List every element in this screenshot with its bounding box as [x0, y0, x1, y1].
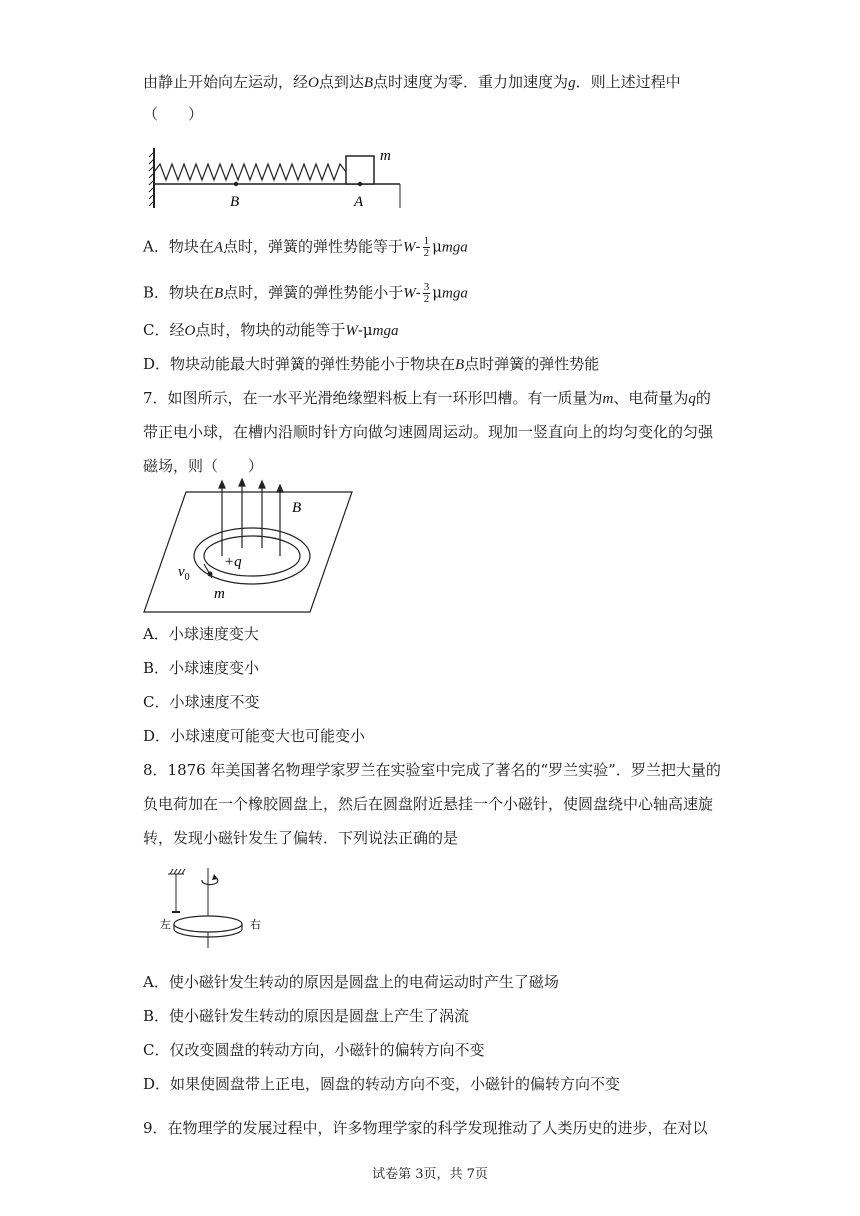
fraction — [423, 282, 431, 305]
q7-option-d[interactable]: D．小球速度可能变大也可能变小 — [143, 727, 366, 745]
minus: - — [415, 283, 421, 302]
option-text: 点时，弹簧的弹性势能小于 — [223, 283, 404, 302]
var: mga — [372, 323, 399, 339]
q6-text: ．则上述过程中 — [575, 73, 681, 91]
q8-stem-line2: 负电荷加在一个橡胶圆盘上，然后在圆盘附近悬挂一个小磁针，使圆盘绕中心轴高速旋 — [143, 795, 714, 813]
q6-var-o: O — [308, 75, 319, 91]
q8-label-right: 右 — [250, 919, 261, 931]
q6-text: 点时速度为零．重力加速度为 — [373, 73, 569, 91]
q7-stem-line2: 带正电小球，在槽内沿顺时针方向做匀速圆周运动。现加一竖直向上的均匀变化的匀强 — [143, 423, 714, 441]
q7-label-q: +q — [224, 554, 242, 570]
option-text: D．物块动能最大时弹簧的弹性势能小于物块在 — [143, 355, 456, 373]
q8-stem-line1: 8．1876 年美国著名物理学家罗兰在实验室中完成了著名的“罗兰实验”．罗兰把大量的 — [143, 761, 721, 779]
q8-option-c[interactable]: C．仅改变圆盘的转动方向，小磁针的偏转方向不变 — [143, 1041, 485, 1059]
option-text: -μ — [357, 321, 373, 339]
mu: μ — [432, 237, 442, 256]
q6-answer-paren: （ ） — [143, 105, 204, 123]
q6-var-b: B — [363, 75, 374, 91]
option-text: C．经 — [143, 321, 185, 339]
numerator: 1 — [423, 235, 430, 247]
fraction — [423, 236, 431, 259]
var: O — [184, 323, 196, 339]
q6-option-b[interactable] — [143, 282, 468, 305]
option-text: 点时弹簧的弹性势能 — [464, 355, 600, 373]
denominator: 2 — [423, 293, 430, 305]
q6-option-d[interactable] — [143, 354, 599, 375]
q7-stem-line1 — [143, 388, 711, 409]
q7-stem-line3: 磁场，则（ ） — [143, 457, 264, 475]
q8-option-d[interactable]: D．如果使圆盘带上正电，圆盘的转动方向不变，小磁针的偏转方向不变 — [143, 1075, 621, 1093]
q7-label-m: m — [214, 586, 225, 602]
q6-option-c[interactable] — [143, 320, 399, 341]
page-footer: 试卷第 3页，共 7页 — [372, 1167, 488, 1182]
denominator: 2 — [423, 247, 430, 259]
mu: μ — [432, 283, 443, 302]
var: mga — [442, 285, 468, 302]
q7-option-a[interactable]: A．小球速度变大 — [143, 625, 259, 643]
q6-var-g: g — [568, 75, 576, 91]
q8-label-left: 左 — [160, 919, 171, 931]
q6-label-m: m — [380, 148, 391, 164]
numerator: 3 — [423, 281, 430, 293]
var: B — [214, 285, 224, 302]
q7-text: 7．如图所示，在一水平光滑绝缘塑料板上有一环形凹槽。有一质量为 — [143, 389, 603, 407]
option-text: B．物块在 — [143, 283, 215, 302]
q7-option-b[interactable]: B．小球速度变小 — [143, 659, 260, 677]
q6-label-b: B — [230, 194, 240, 210]
var: B — [455, 357, 465, 373]
q9-stem-line1: 9．在物理学的发展过程中，许多物理学家的科学发现推动了人类历史的进步，在对以 — [143, 1119, 708, 1137]
q7-ring-figure — [142, 478, 354, 614]
q7-text: 、电荷量为 — [613, 389, 689, 407]
v-sub: 0 — [184, 572, 190, 583]
option-text: 点时，物块的动能等于 — [195, 321, 346, 339]
var: W — [403, 285, 416, 302]
option-text: A．物块在 — [143, 237, 214, 256]
q8-stem-line3: 转，发现小磁针发生了偏转．下列说法正确的是 — [143, 829, 459, 847]
q6-stem-line — [143, 72, 681, 93]
option-text: 点时，弹簧的弹性势能等于 — [223, 237, 404, 256]
v: v — [178, 564, 185, 580]
var: mga — [441, 239, 468, 256]
q8-option-b[interactable]: B．使小磁针发生转动的原因是圆盘上产生了涡流 — [143, 1007, 470, 1025]
var-q: q — [688, 391, 696, 407]
var: W — [403, 239, 416, 256]
q6-spring-figure — [148, 142, 410, 214]
q7-text: 的 — [695, 389, 711, 407]
q7-option-c[interactable]: C．小球速度不变 — [143, 693, 260, 711]
var: A — [213, 239, 224, 256]
q7-label-b: B — [292, 500, 302, 516]
minus: - — [415, 237, 421, 256]
var-m: m — [602, 391, 614, 407]
q8-disk-figure — [158, 866, 274, 956]
q6-option-a[interactable] — [143, 236, 468, 259]
q6-text: 点到达 — [318, 73, 364, 91]
var: W — [345, 323, 358, 339]
q8-option-a[interactable]: A．使小磁针发生转动的原因是圆盘上的电荷运动时产生了磁场 — [143, 973, 559, 991]
q6-text: 由静止开始向左运动，经 — [143, 73, 309, 91]
q6-label-a: A — [354, 194, 364, 210]
